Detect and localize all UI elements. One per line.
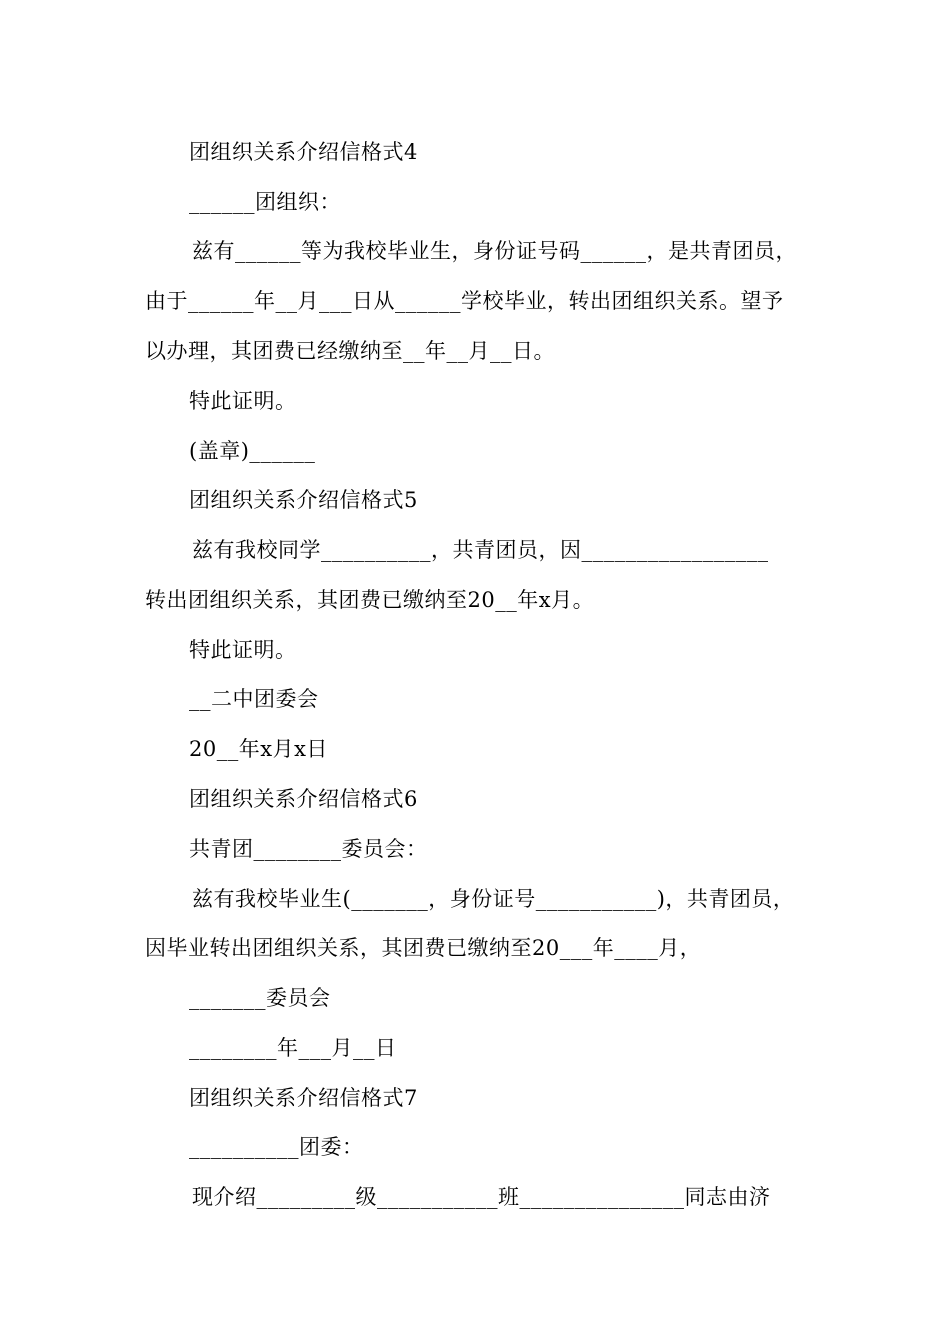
body-line-5-2: 转出团组织关系，其团费已缴纳至20__年x月。 <box>145 588 595 612</box>
body-line-4-1: 兹有______等为我校毕业生，身份证号码______，是共青团员， <box>192 239 797 263</box>
body-line-7-1: 现介绍_________级___________班_______________同志由济 <box>192 1185 771 1209</box>
signature-org-5: __二中团委会 <box>189 687 319 711</box>
signature-org-6: _______委员会 <box>189 986 331 1010</box>
salutation-7: __________团委： <box>189 1135 364 1159</box>
seal-line-4: (盖章)______ <box>189 439 316 463</box>
section-heading-6: 团组织关系介绍信格式6 <box>189 787 418 811</box>
body-line-4-3: 以办理，其团费已经缴纳至__年__月__日。 <box>145 339 555 363</box>
section-heading-7: 团组织关系介绍信格式7 <box>189 1086 418 1110</box>
body-line-5-1: 兹有我校同学__________，共青团员，因_________________ <box>192 538 769 562</box>
body-line-6-1: 兹有我校毕业生(_______，身份证号___________)，共青团员， <box>192 887 795 911</box>
signature-date-6: ________年___月__日 <box>189 1036 397 1060</box>
section-heading-5: 团组织关系介绍信格式5 <box>189 488 418 512</box>
salutation-6: 共青团________委员会： <box>189 837 428 861</box>
section-heading-4: 团组织关系介绍信格式4 <box>189 140 418 164</box>
certify-text-4: 特此证明。 <box>189 389 297 413</box>
body-line-6-2: 因毕业转出团组织关系，其团费已缴纳至20___年____月， <box>145 936 702 960</box>
body-line-4-2: 由于______年__月___日从______学校毕业，转出团组织关系。望予 <box>145 289 784 313</box>
certify-text-5: 特此证明。 <box>189 638 297 662</box>
salutation-4: ______团组织： <box>189 190 341 214</box>
signature-date-5: 20__年x月x日 <box>189 737 328 761</box>
